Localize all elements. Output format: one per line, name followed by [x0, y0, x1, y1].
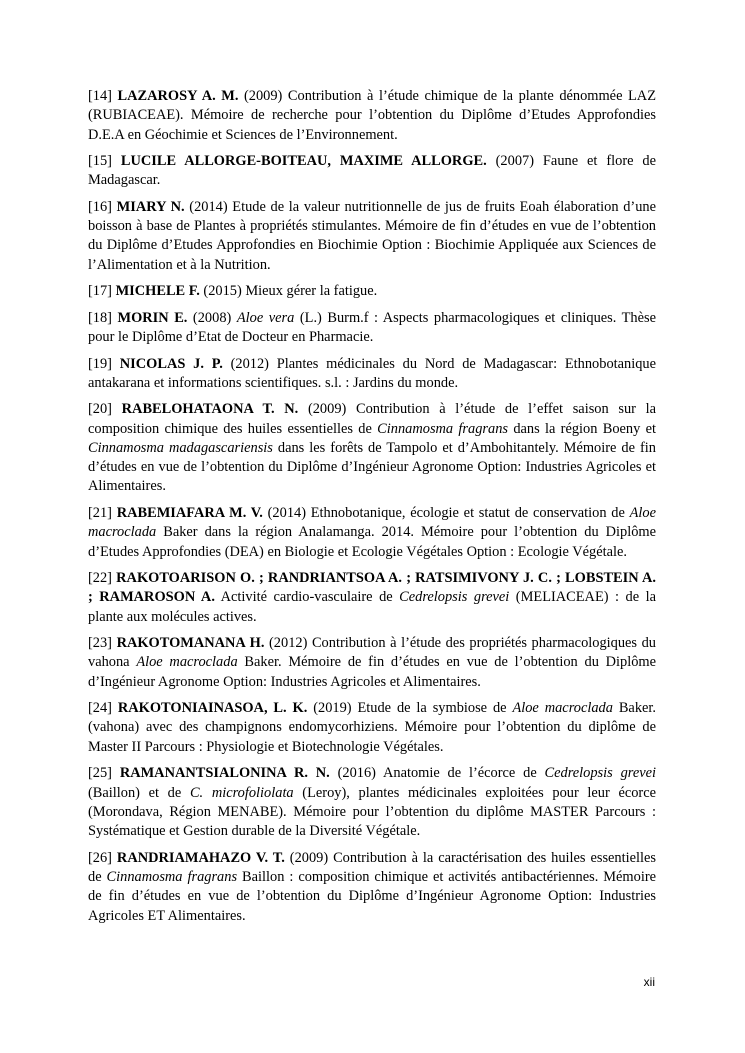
reference-text: (2008) — [187, 309, 237, 326]
reference-authors: RANDRIAMAHAZO V. T. — [116, 849, 285, 866]
reference-text: (2007) Faune et flore de Madagascar. — [88, 153, 656, 189]
reference-entry — [88, 764, 656, 841]
reference-authors: MIARY N. — [116, 198, 185, 215]
reference-entry — [88, 355, 656, 394]
reference-authors: LUCILE ALLORGE-BOITEAU, MAXIME ALLORGE. — [120, 153, 487, 170]
reference-authors: RAKOTOARISON O. ; RANDRIANTSOA A. ; RATSIMIVONY J. C. ; LOBSTEIN A. ; RAMAROSON A. — [88, 570, 656, 606]
reference-taxon-italic: Cinnamosma fragrans — [106, 868, 238, 885]
reference-text: [15] — [88, 153, 121, 170]
reference-taxon-italic: Cinnamosma fragrans — [377, 420, 509, 437]
reference-authors: RABEMIAFARA M. V. — [116, 504, 263, 521]
reference-entry — [88, 849, 656, 926]
reference-text: [19] — [88, 355, 120, 372]
reference-text: [20] — [88, 401, 122, 418]
reference-text: [22] — [88, 570, 117, 587]
reference-entry — [88, 400, 656, 496]
reference-text: Baker. Mémoire de fin d’études en vue de l’obtention du Diplôme d’Ingénieur Agronome Option: Industries Agricoles et Alimentaires. — [88, 654, 656, 690]
reference-text: [24] — [88, 700, 118, 717]
reference-text: [21] — [88, 504, 117, 521]
reference-text: (2016) Anatomie de l’écorce de — [329, 765, 545, 782]
reference-text: Baker. (vahona) avec des champignons endomycorhiziens. Mémoire pour l’obtention du diplôme de Master II Parcours : Physiologie et Biotechnologie Végétales. — [88, 700, 656, 755]
reference-authors: RAMANANTSIALONINA R. N. — [119, 765, 330, 782]
reference-authors: NICOLAS J. P. — [119, 355, 223, 372]
reference-entry — [88, 309, 656, 348]
reference-text: Baillon : composition chimique et activités antibactériennes. Mémoire de fin d’études en vue de l’obtention du Diplôme d’Ingénieur Agronome Option: Industries Agricoles ET Alimentaires. — [88, 868, 657, 924]
reference-text: [18] — [88, 309, 118, 326]
reference-text: Activité cardio-vasculaire de — [214, 589, 400, 606]
reference-taxon-italic: Aloe macroclada — [512, 700, 613, 717]
reference-taxon-italic: Aloe vera — [236, 309, 295, 326]
reference-entry — [88, 152, 656, 191]
reference-entry — [88, 634, 656, 692]
reference-text: (2015) Mieux gérer la fatigue. — [199, 283, 378, 300]
reference-text: [26] — [88, 849, 117, 866]
reference-text: (2019) Etude de la symbiose de — [307, 700, 513, 717]
reference-text: (L.) Burm.f : Aspects pharmacologiques et cliniques. Thèse pour le Diplôme d’Etat de Docteur en Pharmacie. — [88, 309, 657, 346]
reference-authors: LAZAROSY A. M. — [117, 88, 239, 104]
reference-authors: MICHELE F. — [115, 283, 200, 300]
reference-text: (2012) Plantes médicinales du Nord de Madagascar: Ethnobotanique antakarana et informations scientifiques. s.l. : Jardins du monde. — [88, 355, 656, 391]
reference-authors: MORIN E. — [117, 309, 188, 326]
reference-entry — [88, 569, 656, 627]
reference-authors: RABELOHATAONA T. N. — [121, 401, 299, 418]
reference-taxon-italic: Cedrelopsis grevei — [399, 589, 510, 606]
reference-taxon-italic: Aloe macroclada — [136, 654, 238, 671]
reference-text: [17] — [88, 283, 116, 300]
reference-text: [14] — [88, 88, 118, 104]
reference-text: (2009) Contribution à l’étude de l’effet saison sur la composition chimique des huiles essentielles de — [88, 401, 657, 437]
page-number: xii — [643, 975, 655, 989]
reference-entry — [88, 699, 656, 757]
reference-entry — [88, 504, 656, 562]
reference-taxon-italic: C. microfoliolata — [189, 784, 294, 801]
reference-text: [16] — [88, 198, 117, 215]
reference-list — [88, 87, 656, 926]
reference-taxon-italic: Cedrelopsis grevei — [544, 765, 656, 782]
reference-text: dans la région Boeny et — [508, 420, 656, 437]
reference-text: [25] — [88, 765, 120, 782]
reference-taxon-italic: Cinnamosma madagascariensis — [88, 439, 273, 456]
reference-entry — [88, 87, 656, 145]
reference-text: (Baillon) et de — [88, 784, 190, 801]
bibliography-page — [88, 87, 656, 933]
reference-authors: RAKOTONIAINASOA, L. K. — [117, 700, 308, 717]
reference-text: dans les forêts de Tampolo et d’Ambohitantely. Mémoire de fin d’études en vue de l’obtention du Diplôme d’Ingénieur Agronome Option: Industries Agricoles et Alimentaires. — [88, 439, 657, 495]
reference-text: (2014) Etude de la valeur nutritionnelle de jus de fruits Eoah élaboration d’une boisson à base de Plantes à propriétés stimulantes. Mémoire de fin d’études en vue de l’obtention du Diplôme d’Etudes Approfondies en Biochimie Option : Biochimie Appliquée aux Sciences de l’Alimentation et à la Nutrition. — [88, 198, 656, 273]
reference-text: (Leroy), plantes médicinales exploitées pour leur écorce (Morondava, Région MENABE). Mémoire pour l’obtention du diplôme MASTER Parcours : Systématique et Gestion durable de la Diversité Végétale. — [88, 784, 657, 840]
reference-text: Baker dans la région Analamanga. 2014. Mémoire pour l’obtention du Diplôme d’Etudes Approfondies (DEA) en Biologie et Ecologie Végétales Option : Ecologie Végétale. — [88, 524, 656, 560]
reference-text: [23] — [88, 635, 117, 652]
reference-text: (2014) Ethnobotanique, écologie et statut de conservation de — [262, 504, 630, 521]
reference-text: (2012) Contribution à l’étude des propriétés pharmacologiques du vahona — [88, 635, 657, 671]
reference-authors: RAKOTOMANANA H. — [116, 635, 265, 652]
reference-text: (2009) Contribution à la caractérisation des huiles essentielles de — [88, 849, 656, 885]
reference-text: (2009) Contribution à l’étude chimique de la plante dénommée LAZ (RUBIACEAE). Mémoire de recherche pour l’obtention du Diplôme d’Etudes Approfondies D.E.A en Géochimie et Sciences de l’Environnement. — [88, 88, 656, 143]
reference-entry — [88, 198, 656, 275]
reference-entry — [88, 282, 656, 301]
reference-taxon-italic: Aloe macroclada — [88, 504, 656, 541]
reference-text: (MELIACEAE) : de la plante aux molécules actives. — [88, 589, 656, 625]
